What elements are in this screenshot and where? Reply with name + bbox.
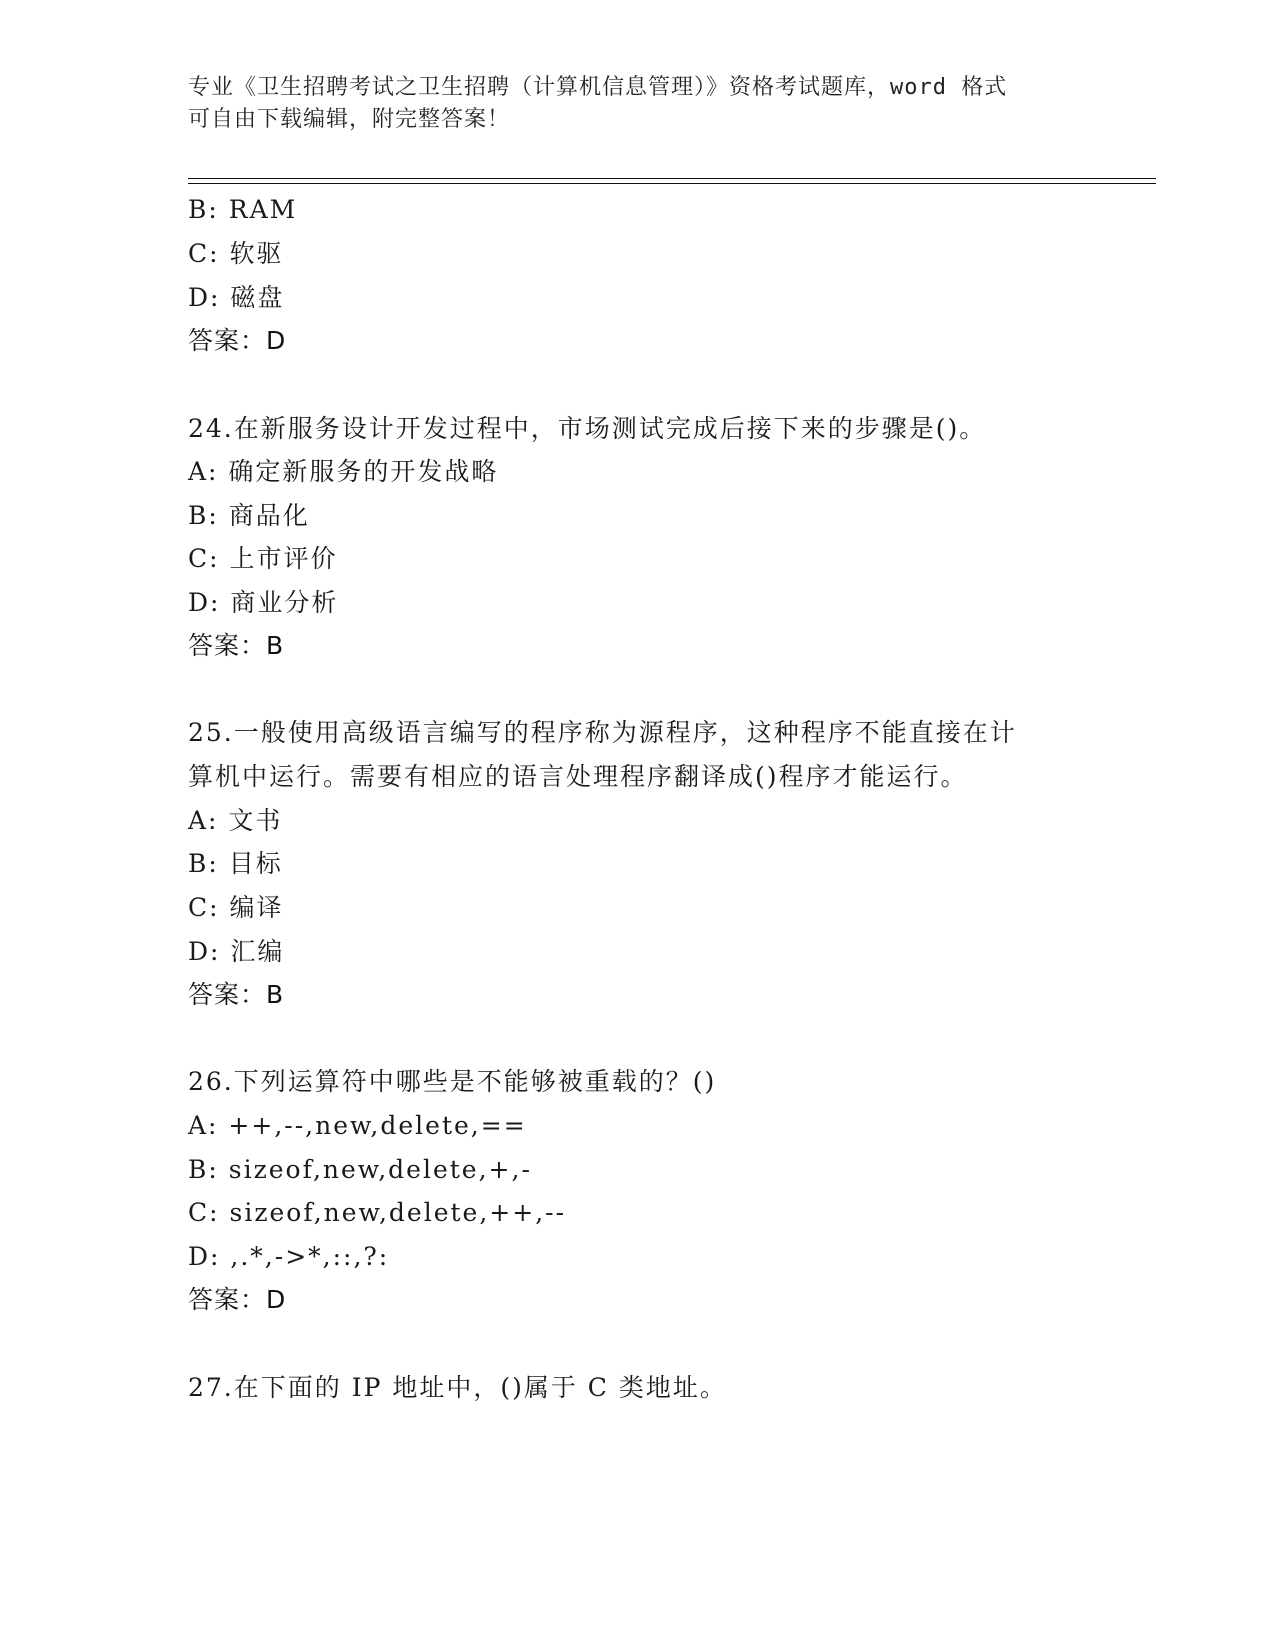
document-header — [188, 72, 1088, 136]
q24-option-d: D: 商业分析 — [188, 588, 339, 617]
q26-option-c: C: sizeof,new,delete,++,-- — [188, 1198, 567, 1227]
q25-option-b: B: 目标 — [188, 849, 283, 878]
q25-option-c: C: 编译 — [188, 893, 284, 922]
q24-option-a: A: 确定新服务的开发战略 — [188, 457, 499, 486]
q23-option-c: C: 软驱 — [188, 239, 284, 268]
q25-option-a: A: 文书 — [188, 806, 283, 835]
header-divider-top — [188, 178, 1156, 179]
q23-option-d: D: 磁盘 — [188, 283, 285, 312]
q25-option-d: D: 汇编 — [188, 937, 285, 966]
q24-option-c: C: 上市评价 — [188, 544, 338, 573]
q25-question-line-2: 算机中运行。需要有相应的语言处理程序翻译成()程序才能运行。 — [188, 762, 968, 791]
q26-answer: 答案：D — [188, 1285, 287, 1314]
q26-option-b: B: sizeof,new,delete,+,- — [188, 1155, 532, 1184]
q25-answer: 答案：B — [188, 980, 285, 1009]
q23-option-b: B: RAM — [188, 195, 298, 224]
q24-question: 24.在新服务设计开发过程中，市场测试完成后接下来的步骤是()。 — [188, 414, 987, 443]
q25-question-line-1: 25.一般使用高级语言编写的程序称为源程序，这种程序不能直接在计 — [188, 718, 1017, 747]
q23-answer: 答案：D — [188, 326, 287, 355]
q27-question: 27.在下面的 IP 地址中，()属于 C 类地址。 — [188, 1373, 727, 1402]
q24-option-b: B: 商品化 — [188, 501, 310, 530]
header-divider-bottom — [188, 183, 1156, 184]
q24-answer: 答案：B — [188, 631, 285, 660]
q26-option-d: D: ,.*,->*,::,?: — [188, 1242, 390, 1271]
q26-question: 26.下列运算符中哪些是不能够被重载的？() — [188, 1067, 717, 1096]
q26-option-a: A: ++,--,new,delete,== — [188, 1111, 527, 1140]
header-line-2: 可自由下载编辑，附完整答案！ — [188, 107, 511, 132]
header-line-1: 专业《卫生招聘考试之卫生招聘（计算机信息管理）》资格考试题库，word 格式 — [188, 75, 1008, 100]
